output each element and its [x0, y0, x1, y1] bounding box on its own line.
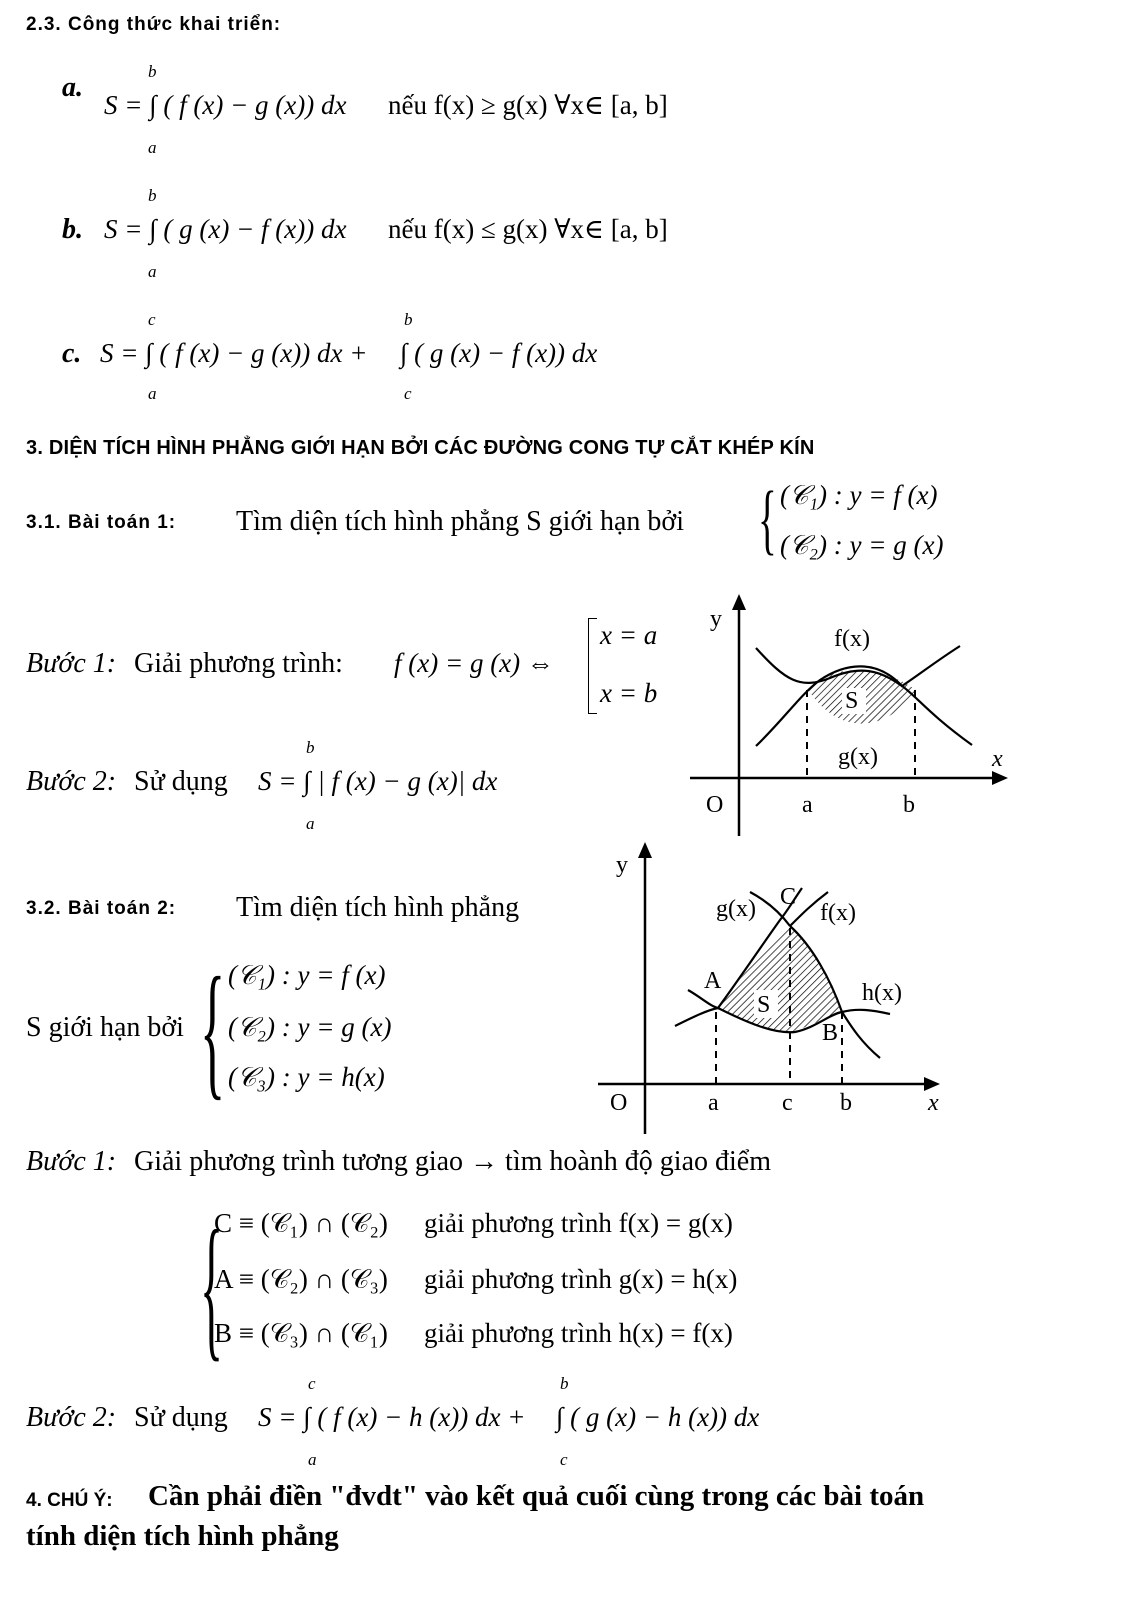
graph-1-label-x: x [992, 746, 1003, 772]
formula-b-upper: b [148, 186, 157, 205]
graph-1-label-a: a [802, 792, 813, 818]
root-b: x = b [600, 678, 658, 708]
graph-1-label-o: O [706, 792, 724, 818]
step1-equation-p1: f (x) = g (x) ⇔ [394, 648, 554, 678]
graph-2-label-g: g(x) [716, 896, 756, 922]
graph-1-label-s: S [845, 688, 859, 714]
formula-a-condition: nếu f(x) ≥ g(x) ∀x∈ [a, b] [388, 90, 668, 120]
graph-1-label-g: g(x) [838, 744, 878, 770]
problem-1-label: 3.1. Bài toán 1: [26, 512, 177, 533]
formula-b [62, 214, 83, 246]
intersection-c: C ≡ (𝒞₁) ∩ (𝒞₂) [214, 1208, 388, 1238]
formula-c-upper1: c [148, 310, 156, 329]
system-1-eq1: (𝒞₁) : y = f (x) [780, 480, 938, 510]
system-1-eq2: (𝒞₂) : y = g (x) [780, 530, 944, 560]
graph-2-label-B: B [822, 1020, 839, 1046]
graph-2-label-b: b [840, 1090, 852, 1116]
step2-expr-p1: S = ∫ | f (x) − g (x)| dx [258, 766, 498, 796]
formula-a [62, 72, 83, 104]
intersection-c-desc: giải phương trình f(x) = g(x) [424, 1208, 733, 1238]
note-text-line1: Cần phải điền "đvdt" vào kết quả cuối cùng trong các bài toán [148, 1480, 925, 1512]
roots-bracket [588, 618, 597, 714]
formula-c [62, 338, 81, 370]
system-2-eq3: (𝒞₃) : y = h(x) [228, 1062, 385, 1092]
step1-text-p1: Giải phương trình: [134, 648, 343, 679]
step1-text-p2: Giải phương trình tương giao → tìm hoành độ giao điểm [134, 1146, 771, 1177]
formula-c-upper2: b [404, 310, 413, 329]
graph-2-label-o: O [610, 1090, 628, 1116]
step2-label-p1: Bước 2: [26, 766, 117, 797]
step2-expr2-p2: ∫ ( g (x) − h (x)) dx [556, 1402, 760, 1432]
formula-b-expr: S = ∫ ( g (x) − f (x)) dx [104, 214, 347, 244]
formula-c-expr2: ∫ ( g (x) − f (x)) dx [400, 338, 598, 368]
section-3-title: 3. DIỆN TÍCH HÌNH PHẲNG GIỚI HẠN BỞI CÁC ĐƯỜNG CONG TỰ CẮT KHÉP KÍN [26, 437, 815, 459]
graph-2-label-y: y [616, 852, 628, 878]
step2-lower2-p2: c [560, 1450, 568, 1469]
intersections-brace: { [200, 1197, 224, 1375]
formula-c-lower2: c [404, 384, 412, 403]
problem-2-text: Tìm diện tích hình phẳng [236, 892, 520, 923]
formula-a-upper: b [148, 62, 157, 81]
step2-upper-p1: b [306, 738, 315, 757]
problem-2-label: 3.2. Bài toán 2: [26, 898, 177, 919]
step2-upper2-p2: b [560, 1374, 569, 1393]
note-text-line2: tính diện tích hình phẳng [26, 1520, 339, 1552]
graph-2-label-A: A [704, 968, 722, 994]
graph-1-label-b: b [903, 792, 915, 818]
step2-text-p1: Sử dụng [134, 766, 228, 797]
graph-2-label-h: h(x) [862, 980, 902, 1006]
step1-label-p2: Bước 1: [26, 1146, 117, 1177]
graph-2-label-C: C [780, 884, 797, 910]
intersection-a-desc: giải phương trình g(x) = h(x) [424, 1264, 738, 1294]
graph-2 [590, 838, 960, 1138]
formula-b-lower: a [148, 262, 157, 281]
graph-2-label-f: f(x) [820, 900, 856, 926]
formula-b-label: b. [62, 214, 83, 245]
intersection-b-desc: giải phương trình h(x) = f(x) [424, 1318, 733, 1348]
system-2-brace: { [200, 947, 226, 1113]
step2-text-p2: Sử dụng [134, 1402, 228, 1433]
graph-1-label-f: f(x) [834, 626, 870, 652]
root-a: x = a [600, 620, 658, 650]
intersection-b: B ≡ (𝒞₃) ∩ (𝒞₁) [214, 1318, 388, 1348]
note-label: 4. CHÚ Ý: [26, 1490, 113, 1511]
system-1-brace: { [758, 475, 777, 562]
graph-2-label-s: S [757, 992, 771, 1018]
problem-1-text: Tìm diện tích hình phẳng S giới hạn bởi [236, 506, 685, 537]
formula-c-lower1: a [148, 384, 157, 403]
formula-c-label: c. [62, 338, 82, 369]
formula-c-expr1: S = ∫ ( f (x) − g (x)) dx + [100, 338, 368, 368]
step2-upper1-p2: c [308, 1374, 316, 1393]
graph-2-label-a: a [708, 1090, 719, 1116]
step2-expr1-p2: S = ∫ ( f (x) − h (x)) dx + [258, 1402, 526, 1432]
step2-label-p2: Bước 2: [26, 1402, 117, 1433]
graph-1-label-y: y [710, 606, 722, 632]
system-2-eq2: (𝒞₂) : y = g (x) [228, 1012, 392, 1042]
problem-2-lead: S giới hạn bởi [26, 1012, 184, 1043]
graph-2-label-c: c [782, 1090, 793, 1116]
section-2-3-title: 2.3. Công thức khai triển: [26, 14, 282, 35]
graph-1 [690, 590, 1020, 840]
system-2-eq1: (𝒞₁) : y = f (x) [228, 960, 386, 990]
formula-a-label: a. [62, 72, 83, 103]
intersection-a: A ≡ (𝒞₂) ∩ (𝒞₃) [214, 1264, 388, 1294]
formula-a-expr: S = ∫ ( f (x) − g (x)) dx [104, 90, 347, 120]
step2-lower-p1: a [306, 814, 315, 833]
formula-b-condition: nếu f(x) ≤ g(x) ∀x∈ [a, b] [388, 214, 668, 244]
graph-2-label-x: x [928, 1090, 939, 1116]
formula-a-lower: a [148, 138, 157, 157]
step1-label-p1: Bước 1: [26, 648, 117, 679]
step2-lower1-p2: a [308, 1450, 317, 1469]
